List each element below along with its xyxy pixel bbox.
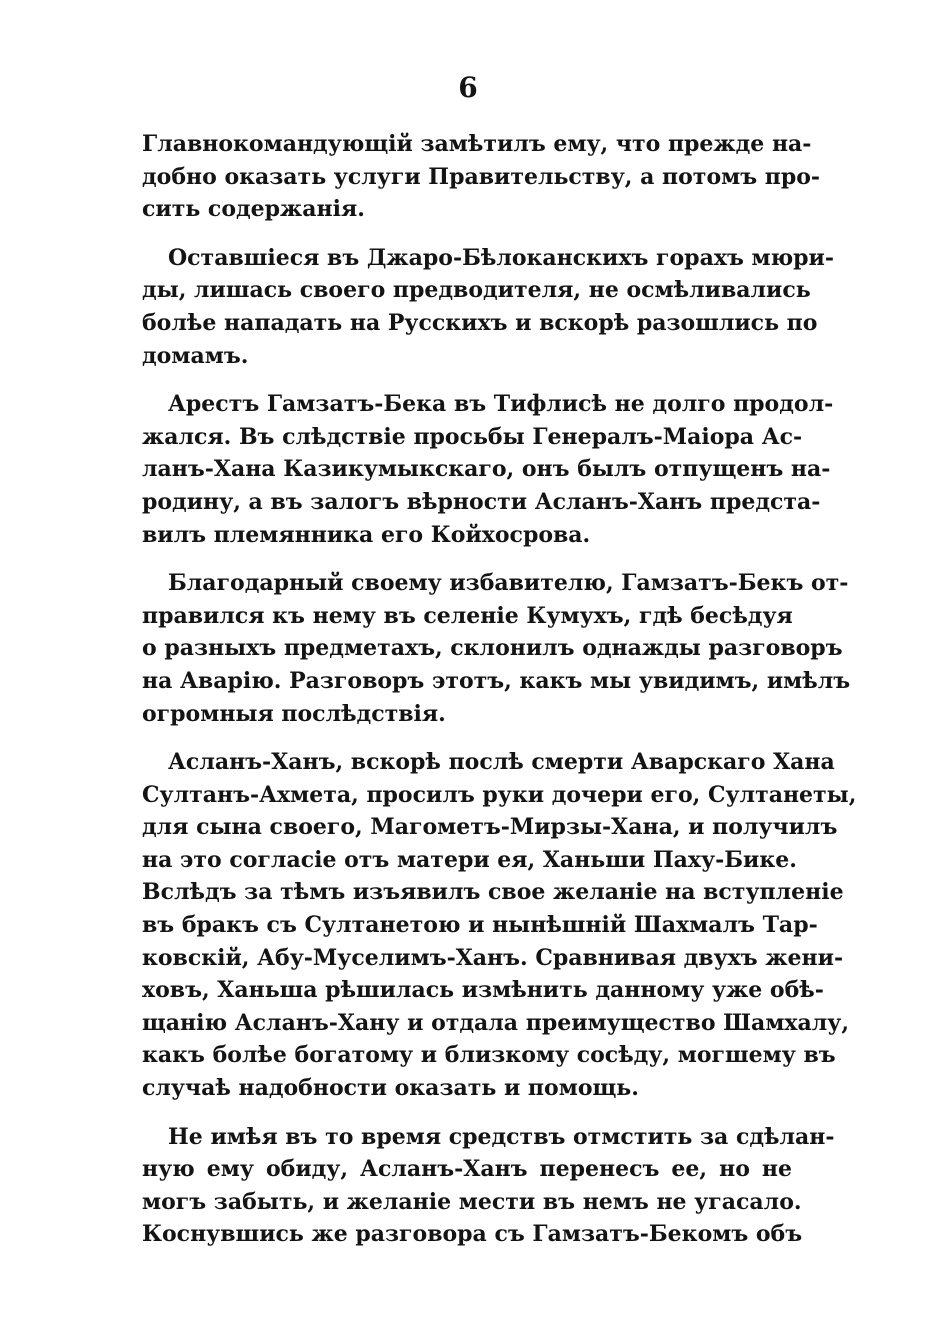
text-line: случаѣ надобности оказать и помощь.	[142, 1075, 639, 1102]
text-line: жался. Въ слѣдствіе просьбы Генералъ-Маіора Ас-	[142, 423, 803, 450]
text-line: огромныя послѣдствія.	[142, 700, 446, 727]
text-line: Благодарный своему избавителю, Гамзатъ-Бекъ от-	[168, 570, 849, 597]
text-line: сить содержанія.	[142, 196, 365, 223]
paragraph	[142, 388, 834, 551]
text-line: ковскій, Абу-Муселимъ-Ханъ. Сравнивая двухъ жени-	[142, 944, 844, 971]
text-line: вилъ племянника его Койхосрова.	[142, 521, 591, 548]
text-line: могъ забыть, и желаніе мести въ немъ не угасало.	[142, 1188, 802, 1215]
text-line: ланъ-Хана Казикумыкскаго, онъ былъ отпущенъ на-	[142, 456, 831, 483]
text-line: ды, лишась своего предводителя, не осмѣливались	[142, 277, 811, 304]
text-line: Арестъ Гамзатъ-Бека въ Тифлисѣ не долго продол-	[168, 391, 834, 418]
body-text	[142, 128, 857, 1251]
paragraph	[142, 242, 834, 372]
text-line: щанію Асланъ-Хану и отдала преимущество Шамхалу,	[142, 1009, 850, 1036]
text-line: Коснувшись же разговора съ Гамзатъ-Бекомъ объ	[142, 1221, 803, 1248]
text-line: домамъ.	[142, 342, 249, 369]
text-line: ховъ, Ханьша рѣшилась измѣнить данному уже обѣ-	[142, 977, 824, 1004]
text-line: въ бракъ съ Султанетою и нынѣшній Шахмалъ Тар-	[142, 912, 818, 939]
text-line: Не имѣя въ то время средствъ отмстить за сдѣлан-	[168, 1123, 835, 1150]
text-line: на это согласіе отъ матери ея, Ханьши Паху-Бике.	[142, 846, 797, 873]
text-line: правился къ нему въ селеніе Кумухъ, гдѣ бесѣдуя	[142, 602, 793, 629]
text-line: болѣе нападать на Русскихъ и вскорѣ разошлись по	[142, 309, 818, 336]
text-line: на Аварію. Разговоръ этотъ, какъ мы увидимъ, имѣлъ	[142, 667, 851, 694]
text-line: Султанъ-Ахмета, просилъ руки дочери его, Султанеты,	[142, 781, 857, 808]
text-line: о разныхъ предметахъ, склонилъ однажды разговоръ	[142, 635, 843, 662]
text-line: добно оказать услуги Правительству, а потомъ про-	[142, 163, 821, 190]
paragraph	[142, 1121, 835, 1251]
text-line: какъ болѣе богатому и близкому сосѣду, могшему въ	[142, 1042, 836, 1069]
text-line: Вслѣдъ за тѣмъ изъявилъ свое желаніе на вступленіе	[142, 879, 844, 906]
text-line: Асланъ-Ханъ, вскорѣ послѣ смерти Аварскаго Хана	[168, 749, 835, 776]
page-number: 6	[458, 71, 478, 104]
text-line: родину, а въ залогъ вѣрности Асланъ-Ханъ предста-	[142, 488, 821, 515]
text-line: ную ему обиду, Асланъ-Ханъ перенесъ ее, но не	[142, 1156, 792, 1183]
text-line: для сына своего, Магометъ-Мирзы-Хана, и получилъ	[142, 814, 838, 841]
paragraph	[142, 746, 857, 1105]
text-line: Главнокомандующій замѣтилъ ему, что прежде на-	[142, 131, 812, 157]
paragraph	[142, 567, 851, 730]
paragraph	[142, 128, 821, 226]
text-line: Оставшіеся въ Джаро-Бѣлоканскихъ горахъ мюри-	[168, 244, 834, 271]
